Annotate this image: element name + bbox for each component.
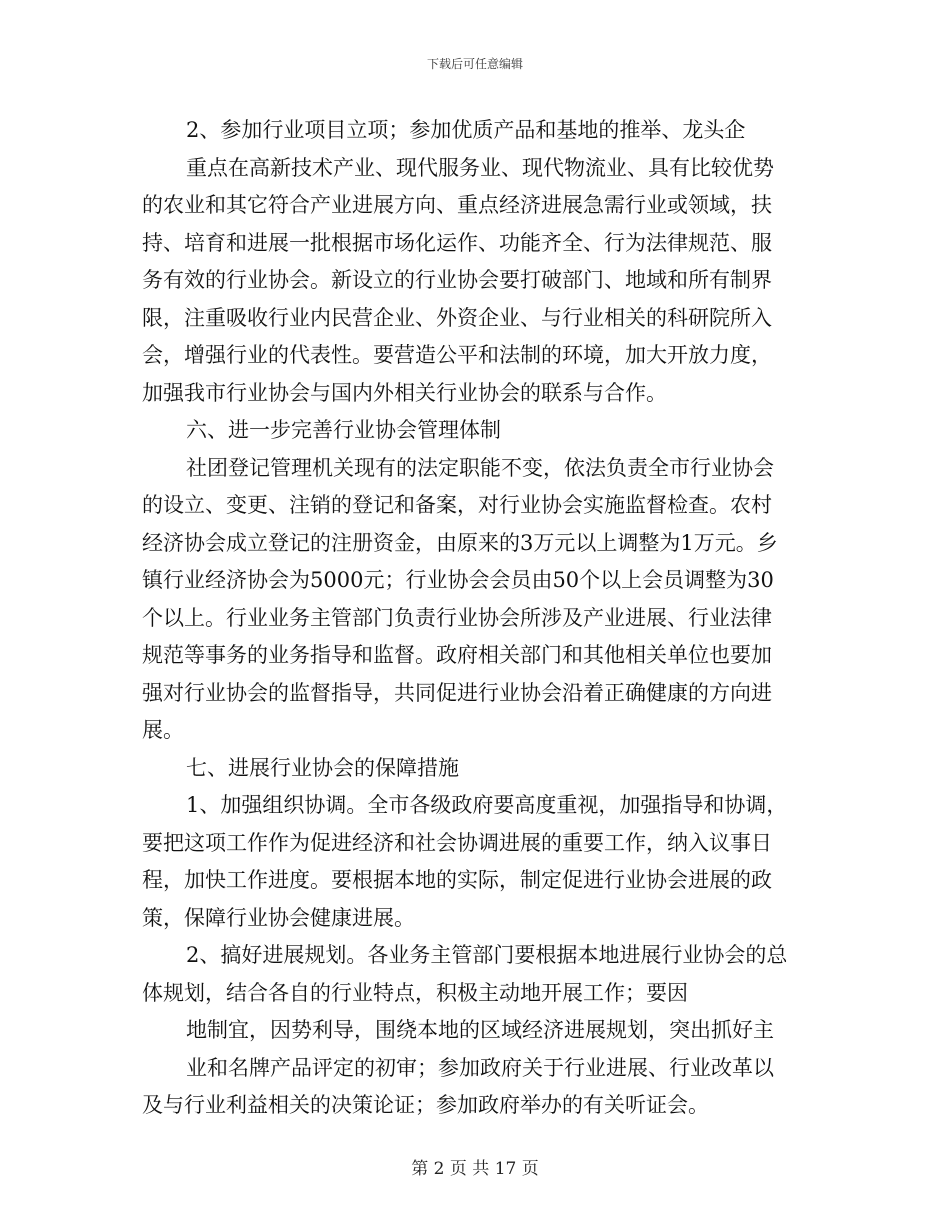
body-text-line: 会，增强行业的代表性。要营造公平和法制的环境，加大开放力度， bbox=[142, 343, 772, 367]
body-text-line: 限，注重吸收行业内民营企业、外资企业、与行业相关的科研院所入 bbox=[142, 305, 772, 330]
document-body bbox=[142, 112, 812, 1125]
body-text-line: 体规划，结合各自的行业特点，积极主动地开展工作；要因 bbox=[142, 980, 688, 1005]
body-text-line: 七、进展行业协会的保障措施 bbox=[186, 755, 459, 780]
body-text-line: 程，加快工作进度。要根据本地的实际，制定促进行业协会进展的政 bbox=[142, 868, 772, 892]
body-text-line: 重点在高新技术产业、现代服务业、现代物流业、具有比较优势 bbox=[186, 155, 774, 180]
header-note: 下载后可任意编辑 bbox=[426, 57, 523, 71]
body-text-line: 策，保障行业协会健康进展。 bbox=[142, 905, 415, 930]
body-text-line: 六、进一步完善行业协会管理体制 bbox=[186, 418, 501, 442]
body-text-line: 及与行业利益相关的决策论证；参加政府举办的有关听证会。 bbox=[142, 1093, 709, 1117]
body-text-line: 镇行业经济协会为5000元；行业协会会员由50个以上会员调整为30 bbox=[142, 568, 774, 592]
body-text-line: 2、搞好进展规划。各业务主管部门要根据本地进展行业协会的总 bbox=[186, 943, 788, 967]
body-text-line: 2、参加行业项目立项；参加优质产品和基地的推举、龙头企 bbox=[186, 118, 746, 142]
body-text-line: 个以上。行业业务主管部门负责行业协会所涉及产业进展、行业法律 bbox=[142, 605, 772, 630]
body-text-line: 的设立、变更、注销的登记和备案，对行业协会实施监督检查。农村 bbox=[142, 493, 772, 517]
body-text-line: 经济协会成立登记的注册资金，由原来的3万元以上调整为1万元。乡 bbox=[142, 530, 778, 555]
body-text-line: 务有效的行业协会。新设立的行业协会要打破部门、地域和所有制界 bbox=[142, 268, 772, 292]
body-text-line: 持、培育和进展一批根据市场化运作、功能齐全、行为法律规范、服 bbox=[142, 230, 772, 255]
body-text-line: 业和名牌产品评定的初审；参加政府关于行业进展、行业改革以 bbox=[186, 1055, 774, 1080]
body-text-line: 1、加强组织协调。全市各级政府要高度重视，加强指导和协调， bbox=[186, 793, 788, 817]
body-text-line: 展。 bbox=[142, 718, 184, 742]
body-text-line: 的农业和其它符合产业进展方向、重点经济进展急需行业或领域，扶 bbox=[142, 193, 772, 217]
body-text-line: 加强我市行业协会与国内外相关行业协会的联系与合作。 bbox=[142, 380, 667, 405]
body-text-line: 要把这项工作作为促进经济和社会协调进展的重要工作，纳入议事日 bbox=[142, 830, 772, 855]
body-text-line: 强对行业协会的监督指导，共同促进行业协会沿着正确健康的方向进 bbox=[142, 680, 772, 705]
body-text-line: 社团登记管理机关现有的法定职能不变，依法负责全市行业协会 bbox=[186, 455, 774, 480]
body-text-line: 规范等事务的业务指导和监督。政府相关部门和其他相关单位也要加 bbox=[142, 643, 772, 667]
page-number-footer: 第 2 页 共 17 页 bbox=[411, 1159, 539, 1179]
body-text-line: 地制宜，因势利导，围绕本地的区域经济进展规划，突出抓好主 bbox=[186, 1018, 774, 1042]
